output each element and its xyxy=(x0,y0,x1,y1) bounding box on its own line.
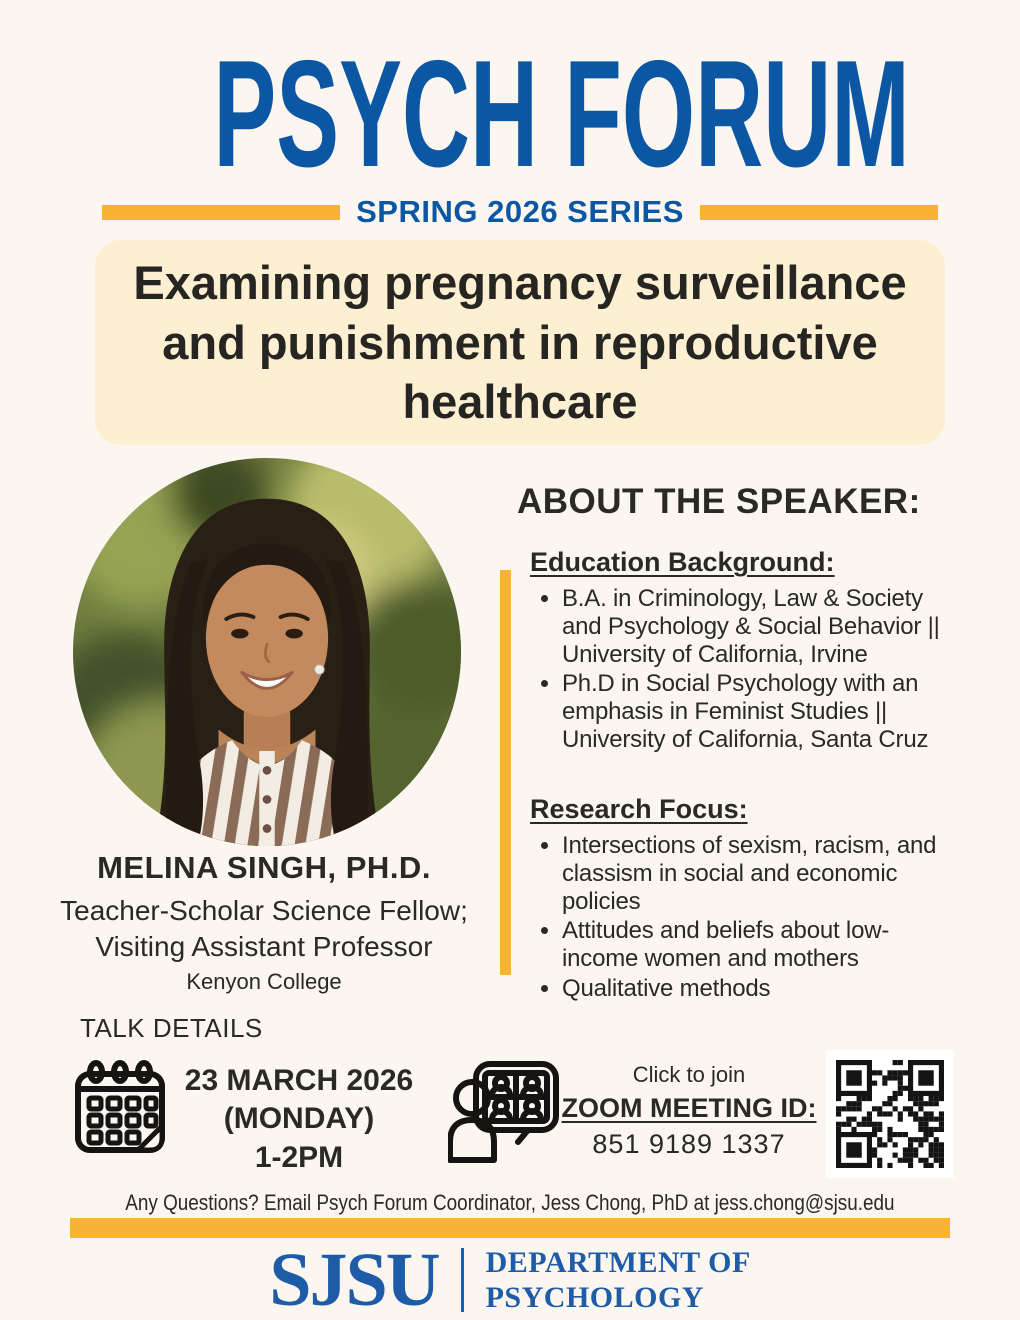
speaker-portrait-illustration xyxy=(73,458,461,846)
list-item: • Qualitative methods xyxy=(562,975,958,1003)
speaker-role-line2: Visiting Assistant Professor xyxy=(95,931,433,963)
speaker-role-line1: Teacher-Scholar Science Fellow; xyxy=(60,895,468,926)
series-bar-left xyxy=(102,205,340,220)
contact-line xyxy=(0,1190,1020,1216)
video-call-icon xyxy=(448,1056,560,1164)
series-bar-right xyxy=(700,205,938,220)
talk-details-heading: TALK DETAILS xyxy=(80,1013,263,1043)
qr-code-pattern xyxy=(836,1060,944,1168)
speaker-institution: Kenyon College xyxy=(186,968,342,994)
date-line3: 1-2PM xyxy=(254,1140,344,1174)
list-item: • Attitudes and beliefs about low-income women and mothers xyxy=(562,917,958,973)
about-accent-bar xyxy=(500,570,511,975)
education-list xyxy=(530,585,958,754)
contact-text: Any Questions? Email Psych Forum Coordinator, Jess Chong, PhD at jess.chong@sjsu.edu xyxy=(125,1190,895,1215)
department-line2: PSYCHOLOGY xyxy=(485,1281,704,1315)
series-banner xyxy=(95,194,945,230)
speaker-name: MELINA SINGH, PH.D. xyxy=(97,850,431,885)
zoom-join-info xyxy=(560,1062,818,1160)
page-title-text: PSYCH FORUM xyxy=(213,29,910,199)
speaker-info xyxy=(28,850,500,995)
department-name xyxy=(486,1245,751,1316)
list-item: • B.A. in Criminology, Law & Society and Psychology & Social Behavior || University of California, Irvine xyxy=(562,585,958,668)
research-list xyxy=(530,832,958,1003)
speaker-photo xyxy=(73,458,461,846)
research-section xyxy=(530,794,958,1005)
education-heading: Education Background: xyxy=(530,547,835,577)
talk-title-box xyxy=(95,240,945,445)
department-line1: DEPARTMENT OF xyxy=(485,1245,751,1279)
series-label: SPRING 2026 SERIES xyxy=(356,194,684,229)
speaker-role xyxy=(28,893,500,966)
talk-title: Examining pregnancy surveillance and punishment in reproductive healthcare xyxy=(133,255,907,429)
logo-divider xyxy=(461,1248,464,1312)
calendar-icon xyxy=(70,1058,170,1158)
zoom-meeting-id-label[interactable]: ZOOM MEETING ID: xyxy=(561,1093,817,1123)
list-item: • Intersections of sexism, racism, and classism in social and economic policies xyxy=(562,832,958,915)
about-heading: ABOUT THE SPEAKER: xyxy=(517,482,921,521)
sjsu-logo xyxy=(0,1238,1020,1320)
education-section xyxy=(530,547,958,756)
date-line2: (MONDAY) xyxy=(223,1102,375,1136)
research-heading: Research Focus: xyxy=(530,794,748,824)
talk-date xyxy=(170,1062,428,1177)
click-to-join-link[interactable]: Click to join xyxy=(632,1062,746,1087)
date-line1: 23 MARCH 2026 xyxy=(184,1064,414,1097)
qr-code xyxy=(826,1050,954,1178)
sjsu-wordmark: SJSU xyxy=(269,1238,439,1320)
page-title xyxy=(0,29,1020,199)
zoom-meeting-id-value: 851 9189 1337 xyxy=(592,1129,786,1159)
footer-accent-bar xyxy=(70,1218,950,1238)
list-item: • Ph.D in Social Psychology with an emphasis in Feminist Studies || University of California, Santa Cruz xyxy=(562,670,958,753)
